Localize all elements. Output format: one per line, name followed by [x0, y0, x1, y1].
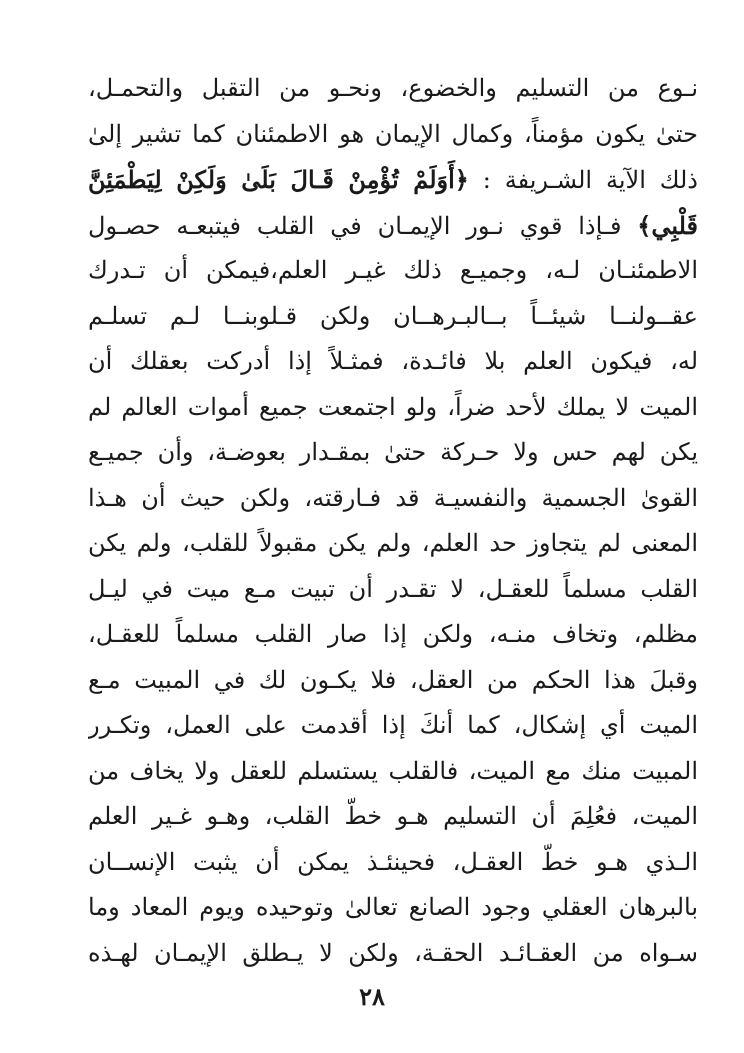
text-line-9: يكن لهم حس ولا حـركة حتىٰ بمقـدار بعوضـة، وأن جميـع — [88, 438, 698, 466]
text-line-6: عقــولنــا شيئــاً بــالبـرهــان ولكن قـلوبنــا لـم تسلـم — [88, 301, 698, 330]
text-line-17: الميت، فعُلِمَ أن التسليم هـو خطّ القلب، وهـو غـير العلم — [88, 802, 698, 830]
text-line-18: الـذي هـو خطّ العقـل، فحينئـذ يمكن أن يثبت الإنســان — [88, 847, 698, 876]
text-line-19: بالبرهان العقلي وجود الصانع تعالىٰ وتوحيده ويوم المعاد وما — [88, 893, 698, 921]
text-line-8: الميت لا يملك لأحد ضراً، ولو اجتمعت جميع أموات العالم لم — [88, 392, 698, 421]
text-line-7: له، فيكون العلم بلا فائـدة، فمثـلاً إذا أدركت بعقلك أن — [88, 347, 698, 375]
quran-verse-part-2: قَلْبِي﴾ — [637, 210, 698, 240]
text-line-4 — [88, 203, 698, 249]
text-line-16: المبيت منك مع الميت، فالقلب يستسلم للعقل ولا يخاف من — [88, 756, 698, 785]
text-line-20: سـواه من العقـائـد الحقـة، ولكن لا يـطلق الإيمـان لهـذه — [88, 938, 698, 967]
text-line-11: المعنى لم يتجاوز حد العلم، ولم يكن مقبولاً للقلب، ولم يكن — [88, 529, 698, 557]
text-line-3 — [88, 157, 698, 203]
text-line-15: الميت أي إشكال، كما أنكَ إذا أقدمت على العمل، وتكـرر — [88, 711, 698, 739]
text-line-10: القوىٰ الجسمية والنفسيـة قد فـارقته، ولكن حيث أن هـذا — [88, 483, 698, 512]
text-line-3-prefix: ذلك الآية الشـريفة : — [482, 166, 698, 194]
page-number: ٢٨ — [359, 982, 385, 1011]
text-line-13: مظلم، وتخاف منـه، ولكن إذا صار القلب مسلماً للعقـل، — [88, 620, 698, 648]
text-line-14: وقبلَ هذا الحكم من العقل، فلا يكـون لك في المبيت مـع — [88, 665, 698, 694]
text-line-2: حتىٰ يكون مؤمناً، وكمال الإيمان هو الاطمئنان كما تشير إلىٰ — [88, 119, 698, 148]
text-line-5: الاطمئنـان لـه، وجميـع ذلك غيـر العلم،فيمكن أن تـدرك — [88, 256, 698, 284]
quran-verse-part-1: ﴿أَوَلَمْ تُؤْمِنْ قَـالَ بَلَىٰ وَلَكِنْ لِيَطْمَئِنَّ — [88, 165, 469, 194]
text-line-4-suffix: فـإذا قوي نـور الإيمـان في القلب فيتبعـه حصـول — [88, 211, 622, 240]
text-line-1: نـوع من التسليم والخضوع، ونحـو من التقبل والتحمـل، — [88, 74, 698, 102]
text-line-12: القلب مسلماً للعقـل، لا تقـدر أن تبيت مـع ميت في ليـل — [88, 574, 698, 603]
body-text — [88, 66, 698, 976]
